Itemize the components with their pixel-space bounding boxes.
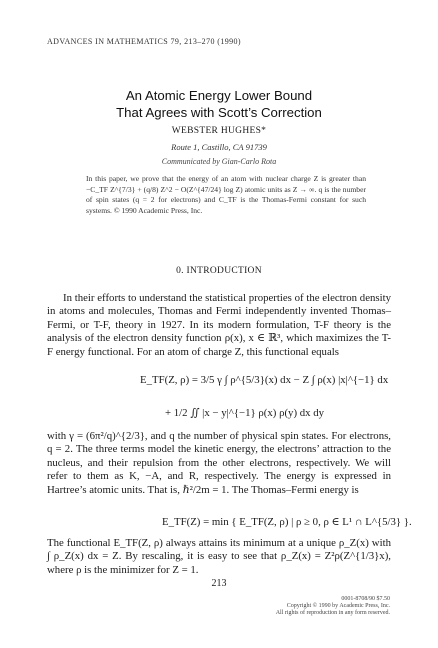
section-heading: 0. INTRODUCTION (176, 266, 262, 276)
footer-copyright: Copyright © 1990 by Academic Press, Inc. (286, 603, 390, 609)
paper-title-line-1: An Atomic Energy Lower Bound (125, 88, 313, 103)
abstract: In this paper, we prove that the energy of an atom with nuclear charge Z is greater than −C_TF Z^{7/3} + (q/8) Z^2 − O(Z^{47/24} log Z) atomic units as Z → ∞. q is the number of spin states (q = 2 for electrons) and C_TF is the Thomas-Fermi constant for such systems. © 1990 Academic Press, Inc. (86, 174, 366, 216)
author-name: WEBSTER HUGHES* (171, 126, 267, 136)
footer-price: 0001-8708/90 $7.50 (341, 596, 390, 602)
copyright-footer (276, 596, 390, 617)
paper-title-line-2: That Agrees with Scott’s Correction (116, 105, 322, 120)
communicated-by: Communicated by Gian-Carlo Rota (161, 157, 277, 166)
page-number: 213 (211, 578, 227, 589)
intro-paragraph-3: The functional E_TF(Z, ρ) always attains its minimum at a unique ρ_Z(x) with ∫ ρ_Z(x) dx = Z. By rescaling, it is easy to see that ρ_Z(x) = Z²ρ(Z^{1/3}x), where ρ is the minimizer for Z = 1. (47, 537, 391, 576)
author-address: Route 1, Castillo, CA 91739 (171, 142, 267, 152)
footer-rights: All rights of reproduction in any form reserved. (275, 610, 390, 616)
equation-tf-energy-line-2: + 1/2 ∬ |x − y|^{−1} ρ(x) ρ(y) dx dy (165, 407, 325, 419)
journal-header: ADVANCES IN MATHEMATICS 79, 213–270 (1990) (47, 37, 241, 46)
intro-paragraph-1: In their efforts to understand the statistical properties of the electron density in atoms and molecules, Thomas and Fermi independently invented Thomas–Fermi, or T-F, theory in 1927. In its modern formulation, T-F theory is the analysis of the electron density function ρ(x), x ∈ ℝ³, which maximizes the T-F energy functional. For an atom of charge Z, this functional equals (47, 292, 391, 358)
intro-paragraph-2: with γ = (6π²/q)^{2/3}, and q the number of physical spin states. For electrons, q = 2. The three terms model the kinetic energy, the electrons’ attraction to the nucleus, and their repulsion from the other electrons, respectively. We will refer to them as K, −A, and R, respectively. The energy is expressed in Hartree’s atomic units. That is, ℏ²/2m = 1. The Thomas–Fermi energy is (47, 430, 391, 496)
equation-tf-minimum: E_TF(Z) = min { E_TF(Z, ρ) | ρ ≥ 0, ρ ∈ L¹ ∩ L^{5/3} }. (162, 516, 412, 528)
equation-tf-energy-line-1: E_TF(Z, ρ) = 3/5 γ ∫ ρ^{5/3}(x) dx − Z ∫ ρ(x) |x|^{−1} dx (140, 374, 389, 386)
